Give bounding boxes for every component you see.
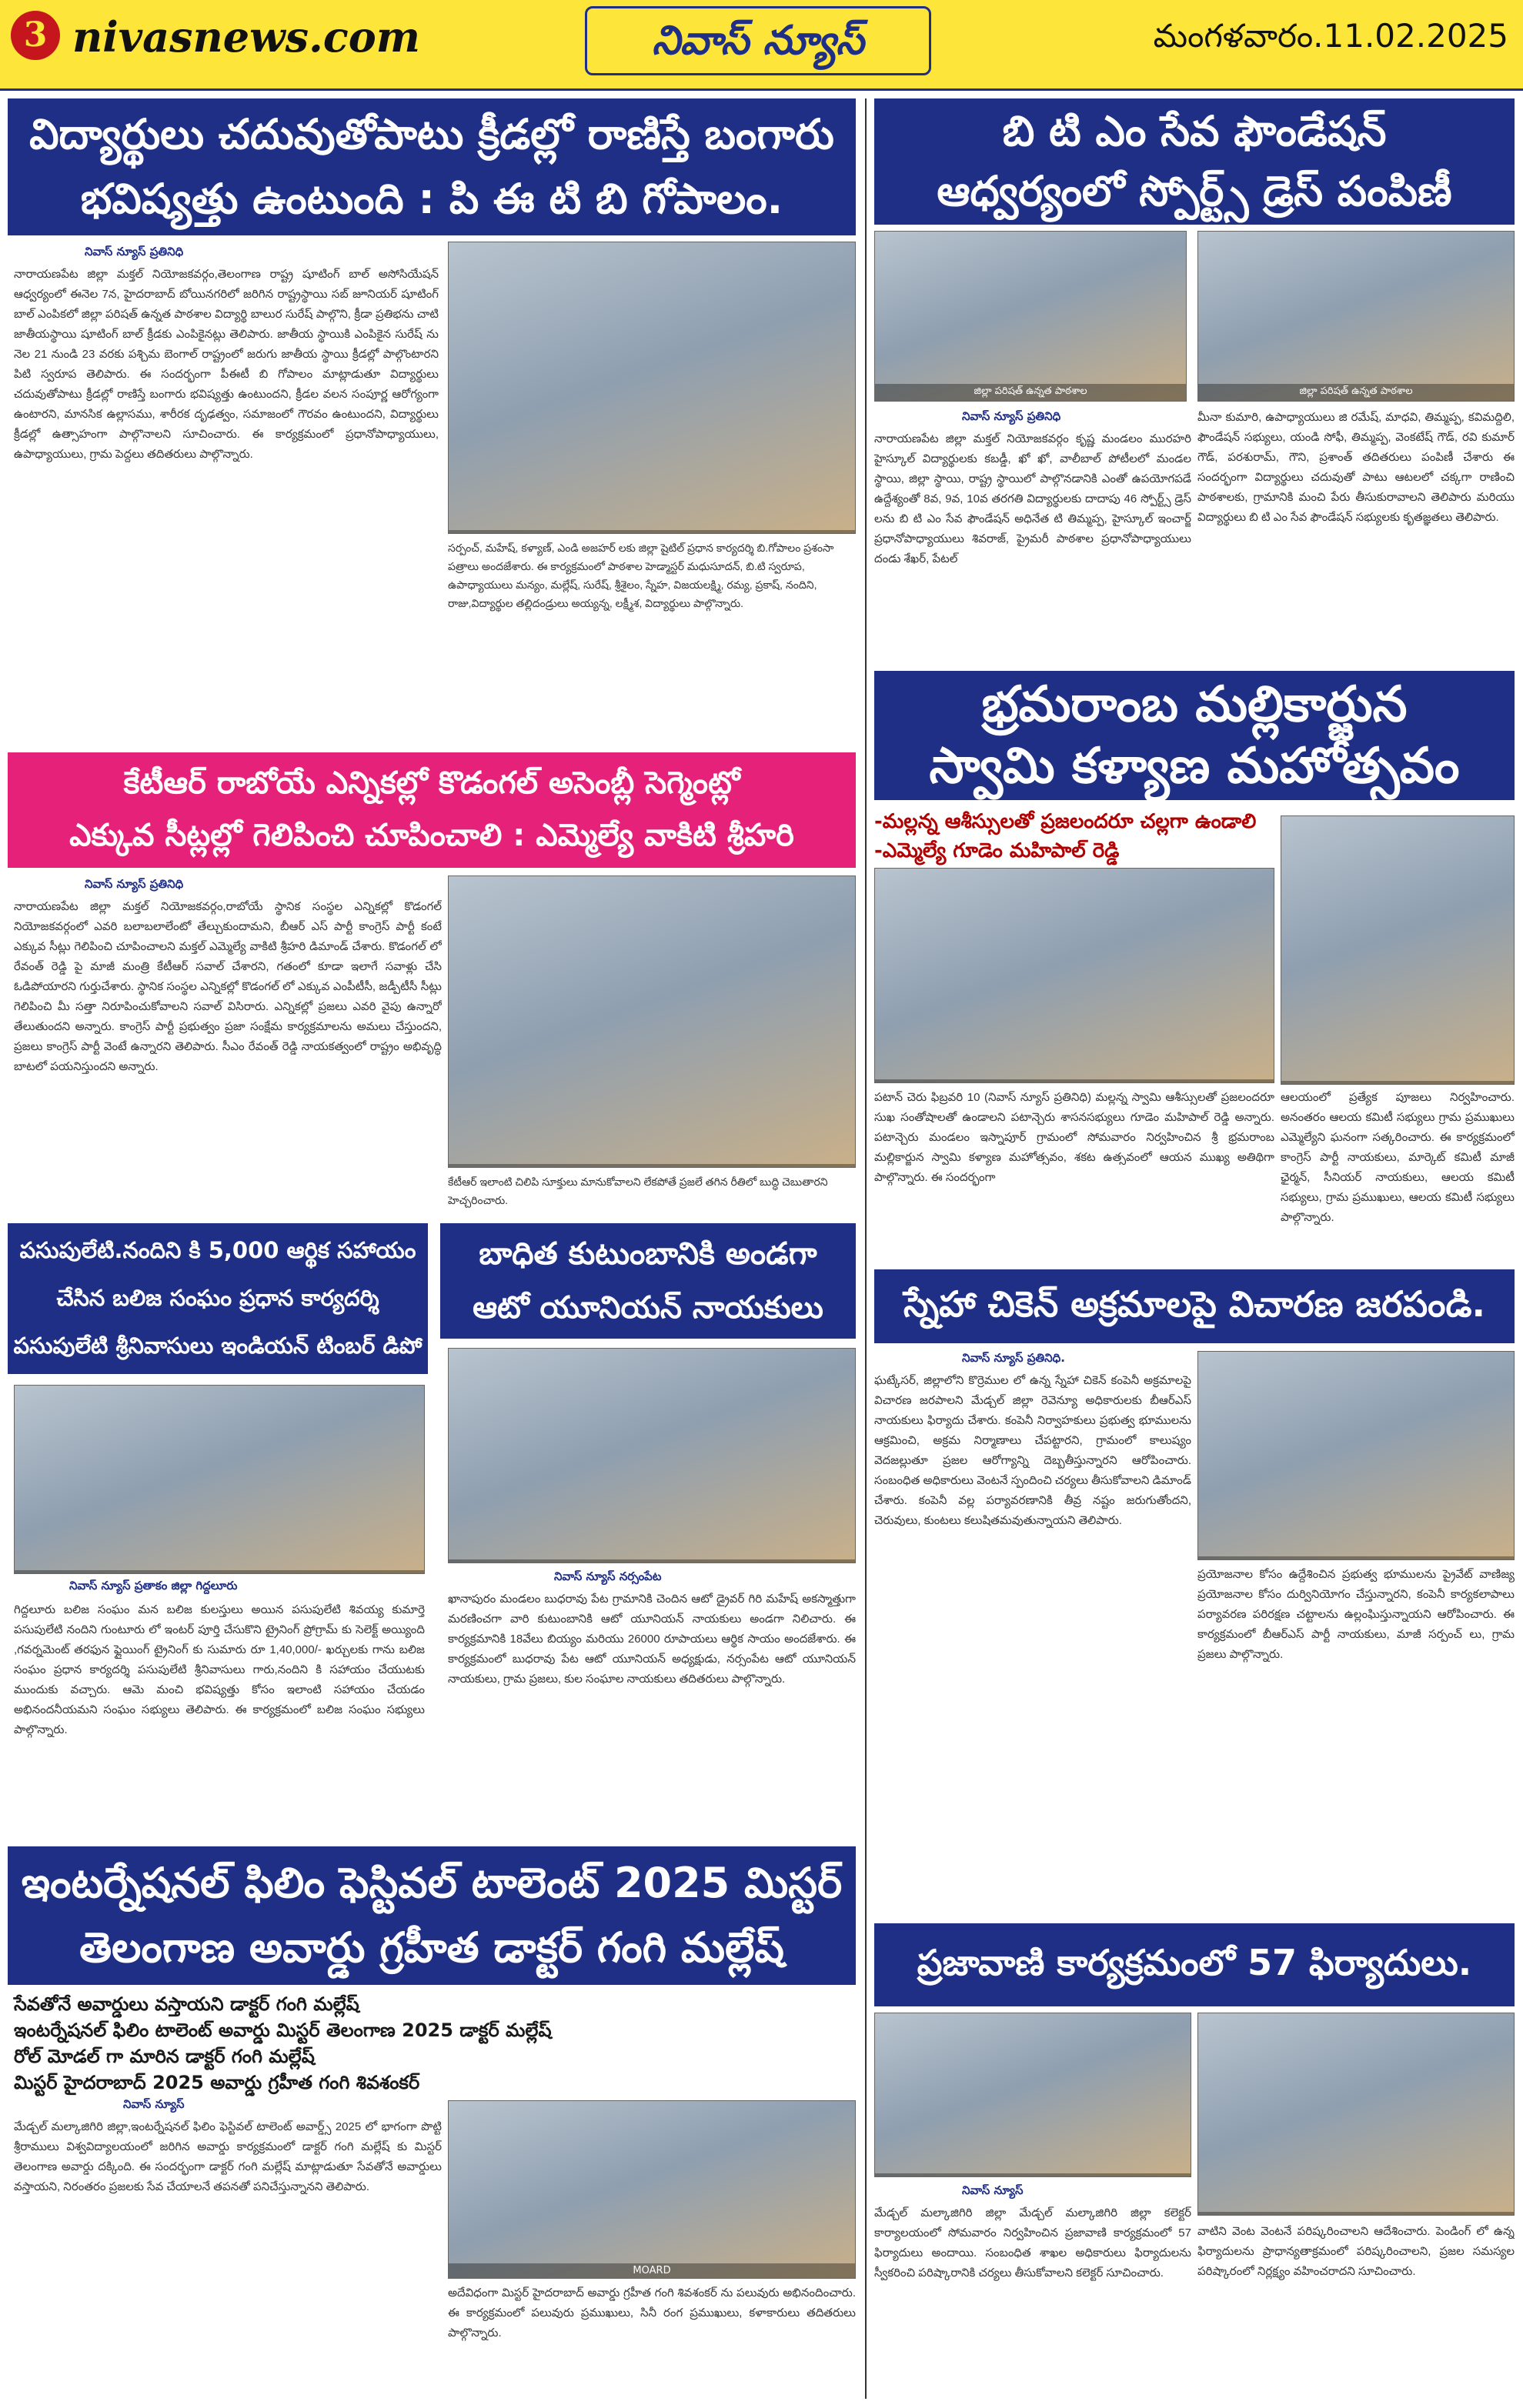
article-8-headline-line-2: తెలంగాణ అవార్డు గ్రహీత డాక్టర్ గంగి మల్లేష్ (79, 1923, 784, 1972)
article-4-headline-line-2: స్వామి కళ్యాణ మహోత్సవం (929, 738, 1460, 795)
article-8-subhead-1: సేవతోనే అవార్డులు వస్తాయని డాక్టర్ గంగి మల్లేష్ (14, 1993, 359, 2015)
photo-caption-strip (1281, 1081, 1514, 1084)
article-3-headline-line-2: ఎక్కువ సీట్లల్లో గెలిపించి చూపించాలి : ఎమ్మెల్యే వాకిటి శ్రీహరి (69, 818, 794, 853)
masthead (0, 0, 1523, 91)
article-8-byline: నివాస్ న్యూస్ (123, 2097, 185, 2111)
page-number-badge: 3 (11, 11, 60, 60)
article-1-headline (8, 98, 856, 235)
article-4-subhead-2: -ఎమ్మెల్యే గూడెం మహిపాల్ రెడ్డి (874, 839, 1120, 862)
article-8-body-left: మేడ్చల్ మల్కాజిగిరి జిల్లా,ఇంటర్నేషనల్ ఫిలిం ఫెస్టివల్ టాలెంట్ అవార్డ్స్ 2025 లో భాగంగా పొట్టి శ్రీరాములు విశ్వవిద్యాలయంలో జరిగిన అవార్డు కార్యక్రమంలో డాక్టర్ గంగి మల్లేష్ కు మిస్టర్ తెలంగాణ అవార్డు దక్కింది. ఈ సందర్భంగా డాక్టర్ గంగి మల్లేష్ మాట్లాడుతూ సేవతోనే అవార్డులు వస్తాయని, నిరంతరం ప్రజలకు సేవ చేయాలనే తపనతో పనిచేస్తున్నానని తెలిపారు. (14, 2120, 442, 2193)
article-6-headline-line-1: బాధిత కుటుంబానికి అండగా (479, 1236, 817, 1272)
article-6-byline: నివాస్ న్యూస్ నర్సంపేట (554, 1569, 662, 1583)
article-2-headline (874, 98, 1515, 225)
article-2-photo-1 (874, 231, 1187, 402)
article-2-headline-line-2: ఆధ్వర్యంలో స్పోర్ట్స్ డ్రెస్ పంపిణీ (937, 167, 1452, 215)
article-5-byline: నివాస్ న్యూస్ ప్రతాకం జిల్లా గిద్దలూరు (69, 1579, 238, 1593)
article-3-headline (8, 752, 856, 868)
article-9-body-left: మేడ్చల్ మల్కాజిగిరి జిల్లా మేడ్చల్ మల్కాజిగిరి జిల్లా కలెక్టర్ కార్యాలయంలో సోమవారం నిర్వహించిన ప్రజావాణి కార్యక్రమంలో 57 ఫిర్యాదులు అందాయి. సంబంధిత శాఖల అధికారులు ఫిర్యాదులను స్వీకరించి పరిష్కారానికి చర్యలు తీసుకోవాలని కలెక్టర్ సూచించారు. (874, 2206, 1191, 2280)
article-5-headline-line-1: పసుపులేటి.నందిని కి 5,000 ఆర్థిక సహాయం (19, 1237, 416, 1263)
article-8-subhead-3: రోల్ మోడల్ గా మారిన డాక్టర్ గంగి మల్లేష్ (14, 2046, 315, 2067)
article-4-headline (874, 671, 1515, 800)
article-6-headline-line-2: ఆటో యూనియన్ నాయకులు (473, 1290, 823, 1326)
article-3-byline: నివాస్ న్యూస్ ప్రతినిధి (85, 877, 184, 891)
article-2-body-right: మీనా కుమారి, ఉపాధ్యాయులు జి రమేష్, మాధవి, తిమ్మప్ప, కవిమద్దిలి, ఫౌండేషన్ సభ్యులు, యండి సోఫీ, తిమ్మప్ప, వెంకటేష్ గౌడ్, రవి కుమార్ గౌడ్, పరశురామ్, గౌని, ప్రశాంత్ తదితరులు పంపిణీ చేశారు ఈ సందర్భంగా విద్యార్థులు చదువుతో పాటు ఆటలలో చక్కగా రాణించి పాఠశాలకు, గ్రామానికి మంచి పేరు తీసుకురావాలని తెలిపారు మరియు విద్యార్థులు బి టి ఎం సేవ ఫౌండేషన్ సభ్యులకు కృతజ్ఞతలు తెలిపారు. (1197, 411, 1515, 524)
photo-caption-strip (449, 530, 855, 533)
article-7-headline (874, 1269, 1515, 1343)
article-9-byline: నివాస్ న్యూస్ (962, 2183, 1024, 2197)
photo-caption-strip (875, 2173, 1191, 2176)
article-8-subhead-4: మిస్టర్ హైదరాబాద్ 2025 అవార్డు గ్రహీత గంగి శివశంకర్ (14, 2072, 420, 2093)
photo-banner-text: జిల్లా పరిషత్ ఉన్నత పాఠశాల (1198, 384, 1514, 401)
article-4-body-left: పటాన్ చెరు ఫిబ్రవరి 10 (నివాస్ న్యూస్ ప్రతినిధి) మల్లన్న స్వామి ఆశీస్సులతో ప్రజలందరూ సుఖ సంతోషాలతో ఉండాలని పటాన్చెరు శాసనసభ్యులు గూడెం మహిపాల్ రెడ్డి అన్నారు. పటాన్చెరు మండలం ఇస్నాపూర్ గ్రామంలో సోమవారం నిర్వహించిన శ్రీ భ్రమరాంబ మల్లికార్జున స్వామి కళ్యాణ మహోత్సవం, శకట ఉత్సవంలో ఆయన ముఖ్య అతిథిగా పాల్గొన్నారు. ఈ సందర్భంగా (874, 1091, 1274, 1184)
article-1-caption: సర్పంచ్, మహేష్, కళ్యాణ్, ఎండి అజహర్ లకు జిల్లా షైటిల్ ప్రధాన కార్యదర్శి బి.గోపాలం ప్రశంసా పత్రాలు అందజేశారు. ఈ కార్యక్రమంలో పాఠశాల హెడ్మాస్టర్ మధుసూదన్, బి.టి స్వరూప, ఉపాధ్యాయులు మన్యం, మల్లేష్, సురేష్, శ్రీశైలం, స్నేహ, విజయలక్ష్మి, రమ్య, ప్రకాష్, నందిని, రాజు,విద్యార్థుల తల్లిదండ్రులు అయ్యన్న, లక్ష్మీశ, విద్యార్థులు పాల్గొన్నారు. (448, 542, 834, 609)
article-7-body-left: ఘట్కేసర్, జిల్లాలోని కొర్రెముల లో ఉన్న స్నేహా చికెన్ కంపెనీ అక్రమాలపై విచారణ జరపాలని మేడ్చల్ జిల్లా రెవెన్యూ అధికారులకు బీఆర్ఎస్ నాయకులు ఫిర్యాదు చేశారు. కంపెనీ నిర్వాహకులు ప్రభుత్వ భూములను ఆక్రమించి, అక్రమ నిర్మాణాలు చేపట్టారని, గ్రామంలో కాలుష్యం వెదజల్లుతూ ప్రజల ఆరోగ్యాన్ని దెబ్బతీస్తున్నారని ఆరోపించారు. సంబంధిత అధికారులు వెంటనే స్పందించి చర్యలు తీసుకోవాలని డిమాండ్ చేశారు. కంపెనీ వల్ల పర్యావరణానికి తీవ్ర నష్టం జరుగుతోందని, చెరువులు, కుంటలు కలుషితమవుతున్నాయని తెలిపారు. (874, 1374, 1191, 1527)
article-5-body: గిద్దలూరు బలిజ సంఘం మన బలిజ కులస్తులు అయిన పసుపులేటి శివయ్య కుమార్తె పసుపులేటి నందిని గుంటూరు లో ఇంటర్ పూర్తి చేసుకొని ట్రైనింగ్ ప్రోగ్రామ్ కు సెలెక్ట్ అయ్యింది ,గవర్నమెంట్ తరఫున ఫ్లైయింగ్ ట్రైనింగ్ కు సుమారు రూ 1,40,000/- ఖర్చులకు గాను బలిజ సంఘం ప్రధాన కార్యదర్శి పసుపులేటి శ్రీనివాసులు గారు,నందిని కి సహాయం చేయుటకు ముందుకు వచ్చారు. ఆమె మంచి భవిష్యత్తు కోసం ఇలాంటి సహాయం చేయడం అభినందనీయమని సంఘం సభ్యులు తెలిపారు. ఈ కార్యక్రమంలో బలిజ సంఘం సభ్యులు పాల్గొన్నారు. (14, 1603, 425, 1736)
article-1-body: నారాయణపేట జిల్లా మక్తల్ నియోజకవర్గం,తెలంగాణ రాష్ట్ర షూటింగ్ బాల్ అసోసియేషన్ ఆధ్వర్యంలో ఈనెల 7న, హైదరాబాద్ బోయినగరిలో జరిగిన రాష్ట్రస్థాయి సబ్ జూనియర్ షూటింగ్ బాల్ ఎంపికలో జిల్లా పరిషత్ ఉన్నత పాఠశాల విద్యార్థి బాలుర సురేష్ పాల్గొని, క్రీడా ప్రతిభను చాటి జాతీయస్థాయి షూటింగ్ బాల్ క్రీడకు ఎంపికైనట్లు తెలిపారు. జాతీయ స్థాయికి ఎంపికైన సురేష్ ను నెల 21 నుండి 23 వరకు పశ్చిమ బెంగాల్ రాష్ట్రంలో జరుగు జాతీయ స్థాయి క్రీడల్లో పాల్గొంటారని పిటి స్వరూప తెలిపారు. ఈ సందర్భంగా పీఈటీ బి గోపాలం మాట్లాడుతూ విద్యార్థులు చదువుతోపాటు క్రీడల్లో రాణిస్తే బంగారు భవిష్యత్తు ఉంటుందని, క్రీడల వలన సంపూర్ణ ఆరోగ్యంగా ఉంటారని, మానసిక ఉల్లాసము, శారీరక దృఢత్వం, సమాజంలో గౌరవం ఉంటుందని, విద్యార్థులు క్రీడల్లో ఉత్సాహంగా పాల్గొనాలని సూచించారు. ఈ కార్యక్రమంలో ప్రధానోపాధ్యాయులు, ఉపాధ్యాయులు, గ్రామ పెద్దలు తదితరులు పాల్గొన్నారు. (14, 268, 439, 461)
photo-caption-strip (449, 1559, 855, 1563)
photo-caption-strip (875, 1079, 1274, 1082)
article-2-byline: నివాస్ న్యూస్ ప్రతినిధి (962, 409, 1061, 423)
article-4-headline-line-1: భ్రమరాంబ మల్లికార్జున (981, 676, 1408, 733)
article-4-photo-1 (874, 868, 1274, 1083)
article-9-body-right: వాటిని వెంట వెంటనే పరిష్కరించాలని ఆదేశించారు. పెండింగ్ లో ఉన్న ఫిర్యాదులను ప్రాధాన్యతాక్రమంలో పరిష్కరించాలని, ప్రజల సమస్యల పరిష్కారంలో నిర్లక్ష్యం వహించరాదని సూచించారు. (1197, 2225, 1515, 2278)
article-4-photo-2 (1281, 815, 1515, 1085)
article-7-byline: నివాస్ న్యూస్ ప్రతినిధి. (962, 1351, 1065, 1365)
article-3-body: నారాయణపేట జిల్లా మక్తల్ నియోజకవర్గం,రాబోయే స్థానిక సంస్థల ఎన్నికల్లో కొడంగల్ నియోజకవర్గంలో ఎవరి బలాబలాలేంటో తేల్చుకుందామని, బీఆర్ ఎస్ పార్టీ కాంగ్రెస్ పార్టీ కంటే ఎక్కువ సీట్లు గెలిపించి చూపించాలని మక్తల్ ఎమ్మెల్యే వాకిటి శ్రీహరి డిమాండ్ చేశారు. కొడంగల్ లో రేవంత్ రెడ్డి పై మాజీ మంత్రి కేటీఆర్ సవాల్ చేశారని, గతంలో కూడా ఇలాగే సవాళ్లు చేసి ఓడిపోయారని గుర్తుచేశారు. స్థానిక సంస్థల ఎన్నికల్లో కొడంగల్ లో ఎక్కువ ఎంపీటీసీ, జడ్పీటీసీ సీట్లు గెలిపించి మీ సత్తా నిరూపించుకోవాలని సవాల్ విసిరారు. ఎన్నికల్లో ప్రజలు ఎవరి వైపు ఉన్నారో తేలుతుందని అన్నారు. కాంగ్రెస్ పార్టీ ప్రభుత్వం ప్రజా సంక్షేమ కార్యక్రమాలను అమలు చేస్తుందని, ప్రజలు కాంగ్రెస్ పార్టీ వెంటే ఉన్నారని తెలిపారు. సీఎం రేవంత్ రెడ్డి నాయకత్వంలో రాష్ట్రం అభివృద్ధి బాటలో పయనిస్తుందని అన్నారు. (14, 900, 442, 1073)
site-name: nivasnews.com (72, 12, 420, 62)
article-9-photo-1 (874, 2013, 1191, 2177)
photo-caption-strip (449, 1164, 855, 1167)
photo-banner-text: MOARD (449, 2263, 855, 2278)
article-1-photo (448, 242, 856, 534)
article-7-headline-line-1: స్నేహా చికెన్ అక్రమాలపై విచారణ జరపండి. (903, 1283, 1486, 1325)
article-2-headline-line-1: బి టి ఎం సేవ ఫౌండేషన్ (1002, 107, 1387, 155)
article-5-headline-line-3: పసుపులేటి శ్రీనివాసులు ఇండియన్ టింబర్ డిపో (13, 1332, 422, 1359)
photo-caption-strip (1198, 1556, 1514, 1559)
photo-caption-strip (15, 1570, 424, 1573)
article-6-headline (440, 1223, 856, 1339)
article-9-photo-2 (1197, 2013, 1515, 2216)
article-6-body: ఖానాపురం మండలం బుధరావు పేట గ్రామానికి చెందిన ఆటో డ్రైవర్ గిరి మహేష్ అకస్మాత్తుగా మరణించగా వారి కుటుంబానికి ఆటో యూనియన్ నాయకులు అండగా నిలిచారు. ఈ కార్యక్రమానికి 18వేలు బియ్యం మరియు 26000 రూపాయలు ఆర్థిక సాయం అందజేశారు. ఈ కార్యక్రమంలో బుధరావు పేట ఆటో యూనియన్ అధ్యక్షుడు, నర్సంపేట ఆటో యూనియన్ నాయకులు, గ్రామ ప్రజలు, కుల సంఘాల నాయకులు తదితరులు పాల్గొన్నారు. (448, 1593, 856, 1686)
article-3-headline-line-1: కేటీఆర్ రాబోయే ఎన్నికల్లో కొడంగల్ అసెంబ్లీ సెగ్మెంట్లో (123, 765, 740, 801)
article-5-headline (8, 1223, 428, 1374)
article-8-body-right: అదేవిధంగా మిస్టర్ హైదరాబాద్ అవార్డు గ్రహీత గంగి శివశంకర్ ను పలువురు అభినందించారు. ఈ కార్యక్రమంలో పలువురు ప్రముఖులు, సినీ రంగ ప్రముఖులు, కళాకారులు తదితరులు పాల్గొన్నారు. (448, 2286, 856, 2340)
article-2-body-left: నారాయణపేట జిల్లా మక్తల్ నియోజకవర్గం కృష్ణ మండలం మురహరి హైస్కూల్ విద్యార్థులకు కబడ్డీ, ఖో ఖో, వాలీబాల్ పోటీలలో మండల స్థాయి, జిల్లా స్థాయి, రాష్ట్ర స్థాయిలో పాల్గొనడానికి ఎంతో ఉపయోగపడే ఉద్దేశ్యంతో 8వ, 9వ, 10వ తరగతి విద్యార్థులకు దాదాపు 46 స్పోర్ట్స్ డ్రెస్ లను బి టి ఎం సేవ ఫౌండేషన్ అధినేత టి తిమ్మప్ప, హైస్కూల్ ఇంచార్జ్ ప్రధానోపాధ్యాయులు శివరాజ్, ప్రైమరీ పాఠశాల ప్రధానోపాధ్యాయులు దండు శేఖర్, పేటల్ (874, 432, 1191, 565)
article-8-photo (448, 2100, 856, 2279)
article-9-headline (874, 1923, 1515, 2006)
issue-date: మంగళవారం.11.02.2025 (1153, 17, 1508, 55)
article-8-subhead-2: ఇంటర్నేషనల్ ఫిలిం టాలెంట్ అవార్డు మిస్టర్ తెలంగాణ 2025 డాక్టర్ మల్లేష్ (14, 2019, 552, 2041)
article-2-photo-2 (1197, 231, 1515, 402)
article-8-headline-line-1: ఇంటర్నేషనల్ ఫిలిం ఫెస్టివల్ టాలెంట్ 2025 మిస్టర్ (21, 1859, 843, 1907)
article-1-headline-line-1: విద్యార్థులు చదువుతోపాటు క్రీడల్లో రాణిస్తే బంగారు (29, 110, 834, 158)
article-5-headline-line-2: చేసిన బలిజ సంఘం ప్రధాన కార్యదర్శి (56, 1285, 379, 1311)
article-1-byline: నివాస్ న్యూస్ ప్రతినిధి (85, 245, 184, 258)
article-3-photo (448, 875, 856, 1168)
photo-banner-text: జిల్లా పరిషత్ ఉన్నత పాఠశాల (875, 384, 1186, 401)
article-7-photo (1197, 1351, 1515, 1560)
column-divider (865, 98, 867, 2399)
article-7-body-right: ప్రయోజనాల కోసం ఉద్దేశించిన ప్రభుత్వ భూములను ప్రైవేట్ వాణిజ్య ప్రయోజనాల కోసం దుర్వినియోగం చేస్తున్నారని, కంపెనీ కార్యకలాపాలు పర్యావరణ పరిరక్షణ చట్టాలను ఉల్లంఘిస్తున్నాయని ఆరోపించారు. ఈ కార్యక్రమంలో బీఆర్ఎస్ పార్టీ నాయకులు, మాజీ సర్పంచ్ లు, గ్రామ ప్రజలు పాల్గొన్నారు. (1197, 1568, 1515, 1661)
article-3-caption: కేటీఆర్ ఇలాంటి చిలిపి సూక్తులు మానుకోవాలని లేకపోతే ప్రజలే తగిన రీతిలో బుద్ధి చెబుతారని హెచ్చరించారు. (448, 1176, 828, 1206)
paper-name: నివాస్ న్యూస్ (585, 6, 931, 75)
article-1-headline-line-2: భవిష్యత్తు ఉంటుంది : పి ఈ టి బి గోపాలం. (80, 175, 783, 223)
photo-caption-strip (1198, 2212, 1514, 2215)
article-4-subhead-1: -మల్లన్న ఆశీస్సులతో ప్రజలందరూ చల్లగా ఉండాలి (874, 810, 1257, 833)
article-6-photo (448, 1348, 856, 1563)
article-9-headline-line-1: ప్రజావాణి కార్యక్రమంలో 57 ఫిర్యాదులు. (917, 1942, 1472, 1983)
article-8-headline (8, 1846, 856, 1985)
article-4-body-right: ఆలయంలో ప్రత్యేక పూజలు నిర్వహించారు. అనంతరం ఆలయ కమిటీ సభ్యులు గ్రామ ప్రముఖులు ఎమ్మెల్యేని ఘనంగా సత్కరించారు. ఈ కార్యక్రమంలో కాంగ్రెస్ పార్టీ నాయకులు, మార్కెట్ కమిటీ మాజీ ఛైర్మన్, సీనియర్ నాయకులు, ఆలయ కమిటీ సభ్యులు, గ్రామ ప్రముఖులు, ఆలయ కమిటీ సభ్యులు పాల్గొన్నారు. (1281, 1091, 1515, 1224)
article-5-photo (14, 1385, 425, 1574)
